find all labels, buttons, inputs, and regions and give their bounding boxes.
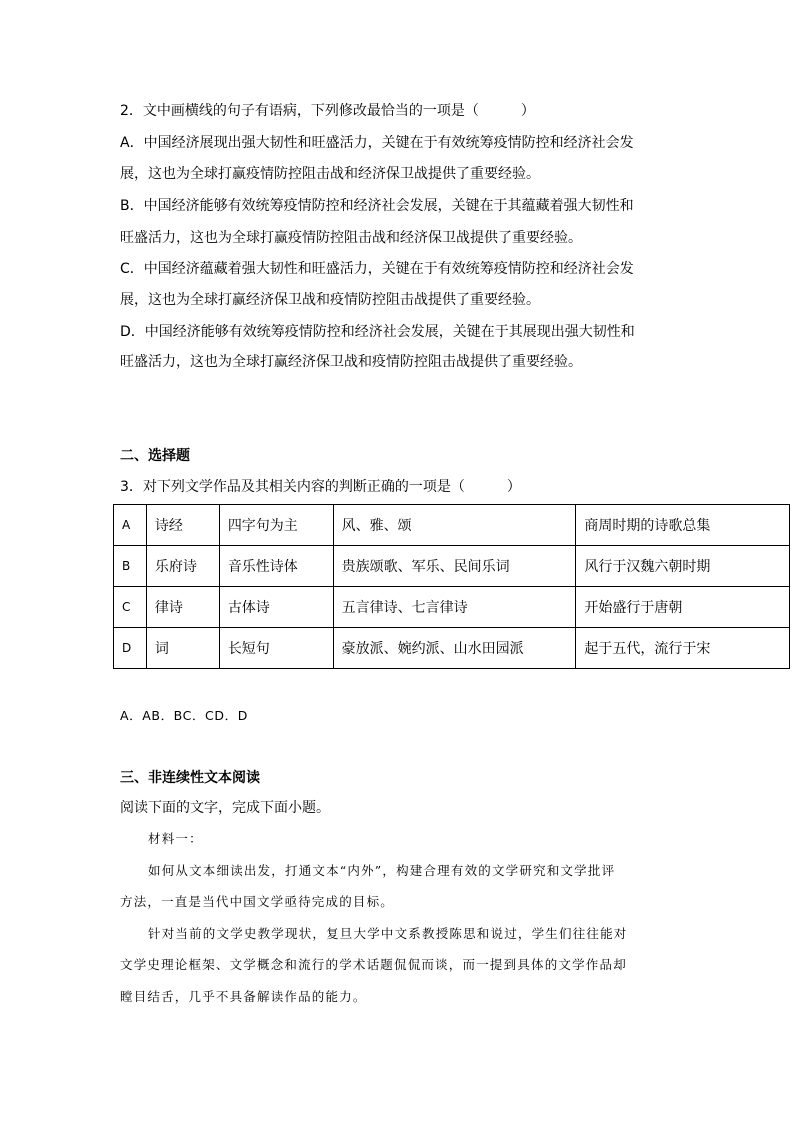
reading-instruction: 阅读下面的文字，完成下面小题。: [120, 800, 330, 816]
table-cell-form: 四字句为主: [219, 505, 333, 546]
question-3-answer-options: A．AB．BC．CD．D: [120, 708, 248, 723]
q2-option-a-line-2: 展，这也为全球打赢疫情防控阻击战和经济保卫战提供了重要经验。: [120, 166, 540, 182]
q2-option-c-line-2: 展，这也为全球打赢经济保卫战和疫情防控阻击战提供了重要经验。: [120, 292, 540, 308]
material-para-2-line-2: 文学史理论框架、文学概念和流行的学术话题侃侃而谈，而一提到具体的文学作品却: [120, 957, 627, 972]
material-para-2-line-3: 瞠目结舌，几乎不具备解读作品的能力。: [120, 989, 367, 1004]
table-cell-period: 开始盛行于唐朝: [576, 587, 790, 628]
q2-option-b-line-1: B．中国经济能够有效统筹疫情防控和经济社会发展，关键在于其蕴藏着强大韧性和: [120, 198, 634, 214]
table-cell-letter: D: [114, 628, 147, 669]
table-cell-content: 五言律诗、七言律诗: [333, 587, 576, 628]
material-label: 材料一：: [148, 831, 203, 846]
literature-table: [113, 504, 790, 669]
table-row: [114, 628, 790, 669]
table-row: [114, 505, 790, 546]
q2-option-d-line-2: 旺盛活力，这也为全球打赢经济保卫战和疫情防控阻击战提供了重要经验。: [120, 354, 582, 370]
table-cell-letter: A: [114, 505, 147, 546]
table-cell-period: 起于五代，流行于宋: [576, 628, 790, 669]
question-2-stem: 2．文中画横线的句子有语病，下列修改最恰当的一项是（ ）: [120, 103, 535, 119]
table-cell-form: 古体诗: [219, 587, 333, 628]
table-cell-work: 词: [146, 628, 219, 669]
table-cell-letter: B: [114, 546, 147, 587]
q2-option-b-line-2: 旺盛活力，这也为全球打赢疫情防控阻击战和经济保卫战提供了重要经验。: [120, 230, 582, 246]
section-2-heading: 二、选择题: [120, 448, 190, 464]
table-row: [114, 546, 790, 587]
table-cell-work: 乐府诗: [146, 546, 219, 587]
q2-option-c-line-1: C．中国经济蕴藏着强大韧性和旺盛活力，关键在于有效统筹疫情防控和经济社会发: [120, 261, 634, 277]
table-cell-content: 贵族颂歌、军乐、民间乐词: [333, 546, 576, 587]
table-cell-content: 风、雅、颂: [333, 505, 576, 546]
table-row: [114, 587, 790, 628]
table-cell-form: 长短句: [219, 628, 333, 669]
q2-option-a-line-1: A．中国经济展现出强大韧性和旺盛活力，关键在于有效统筹疫情防控和经济社会发: [120, 135, 634, 151]
material-para-1-line-2: 方法，一直是当代中国文学亟待完成的目标。: [120, 894, 395, 909]
section-3-heading: 三、非连续性文本阅读: [120, 770, 260, 786]
q2-option-d-line-1: D．中国经济能够有效统筹疫情防控和经济社会发展，关键在于其展现出强大韧性和: [120, 324, 635, 340]
material-para-1-line-1: 如何从文本细读出发，打通文本“内外”，构建合理有效的文学研究和文学批评: [148, 863, 616, 878]
material-para-2-line-1: 针对当前的文学史教学现状，复旦大学中文系教授陈思和说过，学生们往往能对: [148, 926, 628, 941]
table-cell-work: 律诗: [146, 587, 219, 628]
question-3-stem: 3．对下列文学作品及其相关内容的判断正确的一项是（ ）: [120, 479, 521, 495]
table-cell-period: 商周时期的诗歌总集: [576, 505, 790, 546]
table-cell-content: 豪放派、婉约派、山水田园派: [333, 628, 576, 669]
table-cell-form: 音乐性诗体: [219, 546, 333, 587]
table-cell-period: 风行于汉魏六朝时期: [576, 546, 790, 587]
table-cell-letter: C: [114, 587, 147, 628]
table-cell-work: 诗经: [146, 505, 219, 546]
